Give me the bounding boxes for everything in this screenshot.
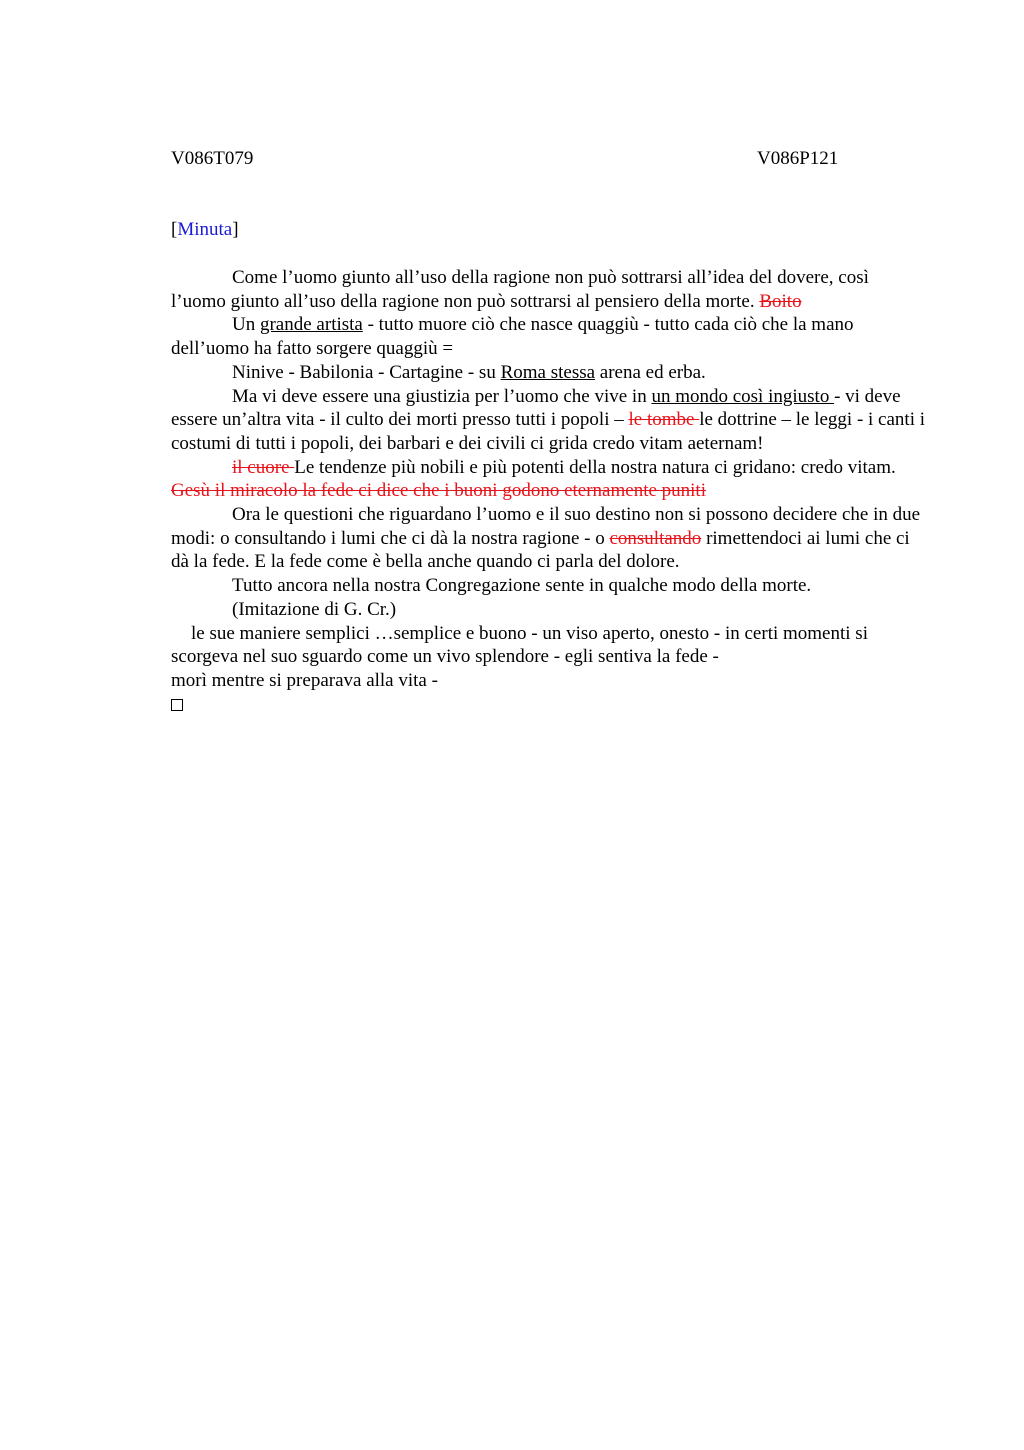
- deleted-text: le tombe: [628, 409, 700, 431]
- deleted-text: Boito: [759, 290, 802, 312]
- underlined-text: grande artista: [259, 314, 363, 336]
- paragraph-8: (Imitazione di G. Cr.): [232, 598, 397, 620]
- deleted-text: il cuore: [232, 456, 295, 478]
- paragraph-4-text-a: Ma vi deve essere una giustizia per l’uomo che vive in: [232, 385, 652, 407]
- paragraph-3: [171, 361, 926, 385]
- underlined-text: Roma stessa: [500, 361, 596, 383]
- paragraph-2-text-a: Un: [232, 314, 260, 336]
- label-text: Minuta: [177, 219, 233, 240]
- paragraph-6-text-b: rimettendoci ai lumi che ci dà la fede. E la fede come è bella anche quando ci parla del dolore.: [171, 527, 910, 573]
- paragraph-7: Tutto ancora nella nostra Congregazione sente in qualche modo della morte.: [232, 575, 812, 597]
- paragraph-2-text-b: - tutto muore ciò che nasce quaggiù - tutto cada ciò che la mano dell’uomo ha fatto sorgere quaggiù =: [171, 314, 854, 360]
- paragraph-3-text-b: arena ed erba.: [595, 361, 706, 383]
- label-bracket-open: [: [171, 219, 178, 240]
- paragraph-6-text-a: Ora le questioni che riguardano l’uomo e il suo destino non si possono decidere che in due modi: o consultando i lumi che ci dà la nostra ragione - o: [171, 504, 921, 549]
- document-code-right: V086P121: [757, 148, 839, 169]
- end-square-icon: [171, 699, 183, 711]
- deleted-text: consultando: [609, 527, 702, 549]
- transcription-body: [171, 266, 926, 716]
- minuta-label: [171, 219, 239, 241]
- paragraph-6: [171, 503, 926, 574]
- end-marker-line: [171, 693, 926, 717]
- paragraph-2: [171, 313, 926, 360]
- paragraph-5: [171, 456, 926, 503]
- paragraph-9: le sue maniere semplici …semplice e buono - un viso aperto, onesto - in certi momenti si scorgeva nel suo sguardo come un vivo splendore - egli sentiva la fede -: [171, 622, 868, 668]
- label-bracket-close: ]: [232, 219, 239, 240]
- paragraph-1-text: Come l’uomo giunto all’uso della ragione non può sottrarsi all’idea del dovere, così l’uomo giunto all’uso della ragione non può sottrarsi al pensiero della morte.: [171, 267, 869, 312]
- paragraph-4-text-b: - vi deve essere un’altra vita - il culto dei morti presso tutti i popoli –: [171, 385, 901, 431]
- deleted-text: Gesù il miracolo la fede ci dice che i buoni godono eternamente puniti: [171, 480, 706, 502]
- paragraph-5-text: Le tendenze più nobili e più potenti della nostra natura ci gridano: credo vitam.: [294, 456, 896, 478]
- paragraph-4: [171, 385, 926, 456]
- paragraph-3-text-a: Ninive - Babilonia - Cartagine - su: [232, 361, 501, 383]
- paragraph-1: [171, 266, 926, 313]
- document-code-left: V086T079: [171, 148, 254, 169]
- paragraph-10: morì mentre si preparava alla vita -: [171, 669, 438, 691]
- paragraph-4-text-c: le dottrine – le leggi - i canti i costumi di tutti i popoli, dei barbari e dei civili ci grida credo vitam aeternam!: [171, 409, 926, 454]
- underlined-text: un mondo così ingiusto: [651, 385, 835, 407]
